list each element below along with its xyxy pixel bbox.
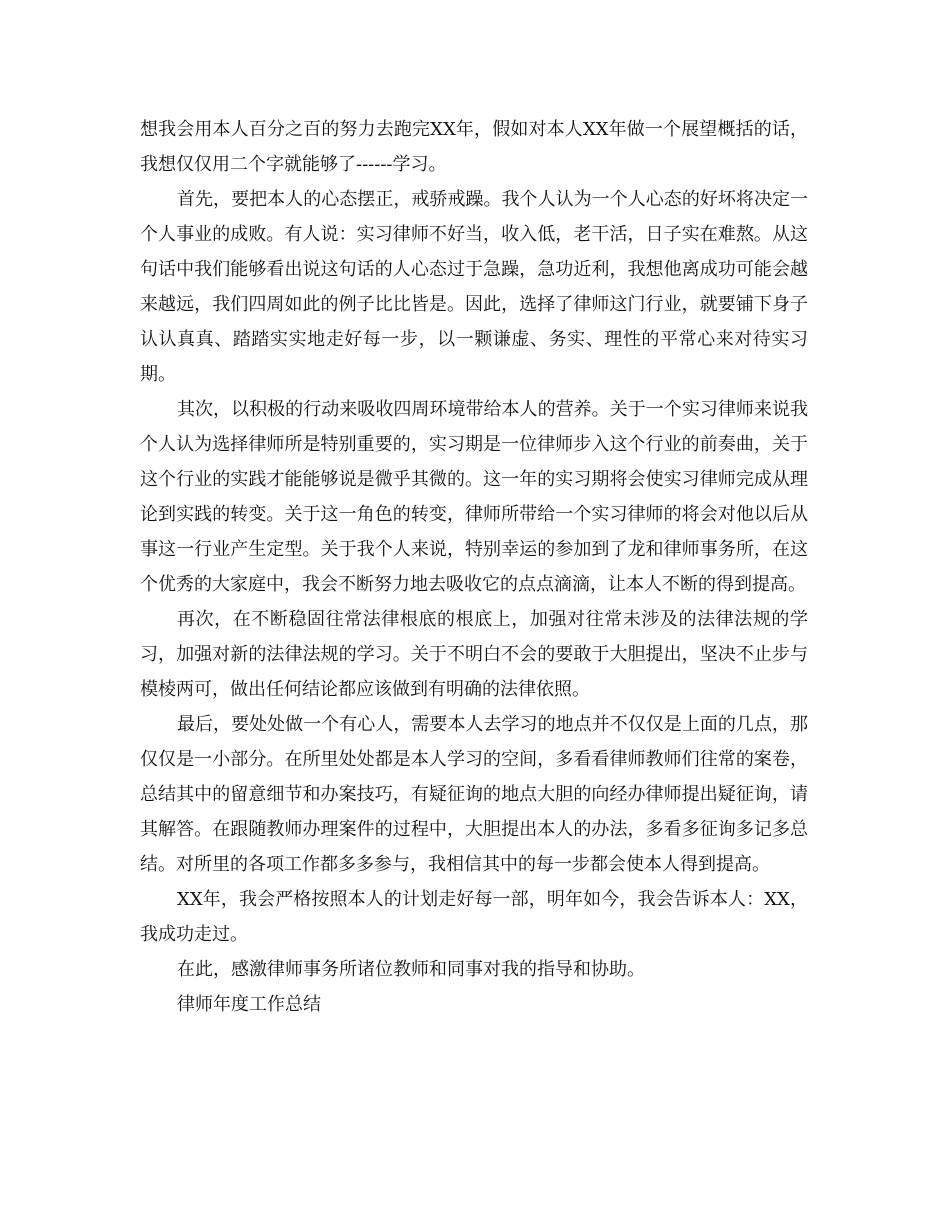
paragraph-attentive: 最后，要处处做一个有心人，需要本人去学习的地点并不仅仅是上面的几点，那仅仅是一小部分。在所里处处都是本人学习的空间，多看看律师教师们往常的案卷，总结其中的留意细节和办案技巧，有疑征询的地点大胆的向经办律师提出疑征询，请其解答。在跟随教师办理案件的过程中，大胆提出本人的办法，多看多征询多记多总结。对所里的各项工作都多多参与，我相信其中的每一步都会使本人得到提高。 <box>140 714 808 875</box>
section-title: 律师年度工作总结 <box>177 994 321 1015</box>
paragraph-environment: 其次，以积极的行动来吸收四周环境带给本人的营养。关于一个实习律师来说我个人认为选择律师所是特别重要的，实习期是一位律师步入这个行业的前奏曲，关于这个行业的实践才能能够说是微乎其微的。这一年的实习期将会使实习律师完成从理论到实践的转变。关于这一角色的转变，律师所带给一个实习律师的将会对他以后从事这一行业产生定型。关于我个人来说，特别幸运的参加到了龙和律师事务所，在这个优秀的大家庭中，我会不断努力地去吸收它的点点滴滴，让本人不断的得到提高。 <box>140 399 808 595</box>
paragraph-thanks: 在此，感激律师事务所诸位教师和同事对我的指导和协助。 <box>177 959 645 980</box>
paragraph-legal-study: 再次，在不断稳固往常法律根底的根底上，加强对往常未涉及的法律法规的学习，加强对新的法律法规的学习。关于不明白不会的要敢于大胆提出，坚决不止步与模棱两可，做出任何结论都应该做到有明确的法律依照。 <box>140 609 808 700</box>
document-page <box>140 112 808 1022</box>
paragraph-plan: XX年，我会严格按照本人的计划走好每一部，明年如今，我会告诉本人：XX，我成功走过。 <box>140 889 808 945</box>
paragraph-mindset: 首先，要把本人的心态摆正，戒骄戒躁。我个人认为一个人心态的好坏将决定一个人事业的成败。有人说：实习律师不好当，收入低，老干活，日子实在难熬。从这句话中我们能够看出说这句话的人心态过于急躁，急功近利，我想他离成功可能会越来越远，我们四周如此的例子比比皆是。因此，选择了律师这门行业，就要铺下身子认认真真、踏踏实实地走好每一步，以一颗谦虚、务实、理性的平常心来对待实习期。 <box>140 189 808 385</box>
paragraph-continuation: 想我会用本人百分之百的努力去跑完XX年，假如对本人XX年做一个展望概括的话，我想仅仅用二个字就能够了------学习。 <box>140 119 808 175</box>
